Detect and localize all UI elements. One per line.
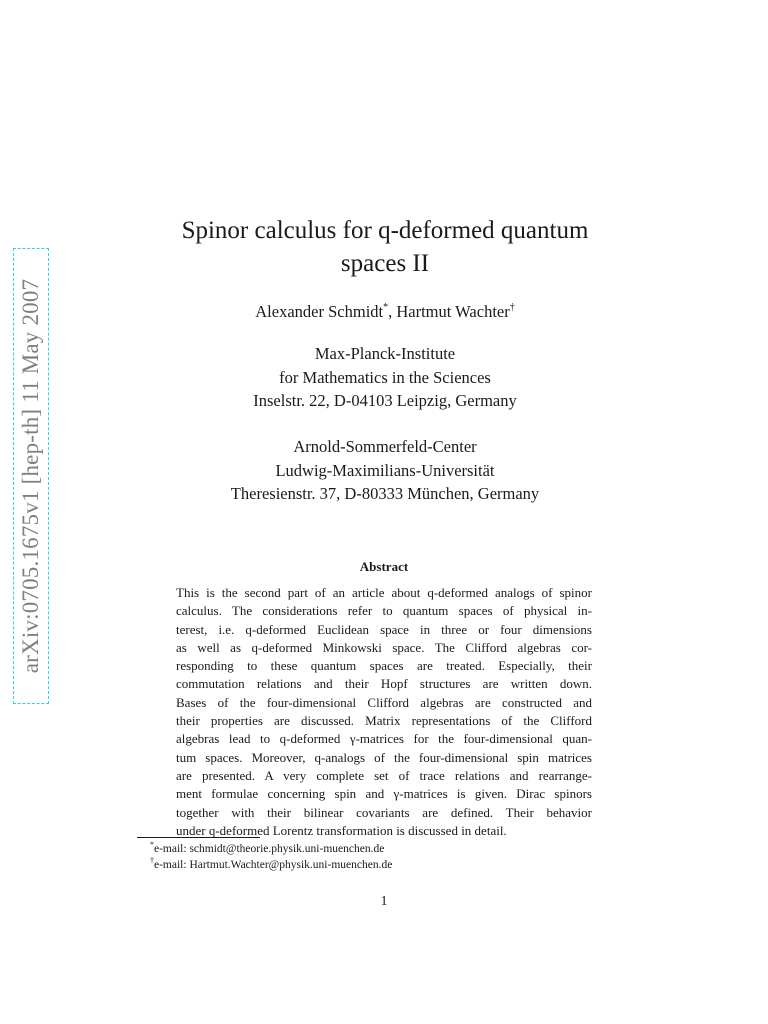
footnote [150,841,392,857]
footnote-text: e-mail: schmidt@theorie.physik.uni-muenchen.de [154,843,385,855]
affiliation-block [150,342,620,413]
title-line-2: spaces II [340,250,430,277]
abstract-line: tum spaces. Moreover, q-analogs of the four-dimensional spin matrices [176,749,592,765]
abstract-line: are presented. A very complete set of trace relations and rearrange- [176,767,592,783]
abstract-line: algebras lead to q-deformed γ-matrices for the four-dimensional quan- [176,731,592,747]
footnotes [150,841,392,873]
abstract-line: under q-deformed Lorentz transformation is discussed in detail. [176,822,507,838]
abstract-line: commutation relations and their Hopf structures are written down. [176,676,592,692]
affiliation-line: Ludwig-Maximilians-Universität [275,460,495,480]
footnote-mark: † [509,302,515,313]
footnote [150,857,392,873]
page-number: 1 [380,894,388,909]
footnote-mark: * [383,302,389,313]
arxiv-stamp [13,248,49,704]
abstract-line: Bases of the four-dimensional Clifford algebras are constructed and [176,694,592,710]
author-list [150,301,620,323]
affiliation-line: for Mathematics in the Sciences [279,367,491,387]
abstract-line: responding to these quantum spaces are treated. Especially, their [176,658,592,674]
paper-title [150,214,620,280]
author-separator: , [388,302,397,321]
abstract-line: terest, i.e. q-deformed Euclidean space in three or four dimensions [176,621,592,637]
title-line-1: Spinor calculus for q-deformed quantum [181,217,589,244]
abstract-line: This is the second part of an article about q-deformed analogs of spinor [176,585,592,600]
author-name: Hartmut Wachter [396,302,510,321]
affiliation-line: Inselstr. 22, D-04103 Leipzig, Germany [253,391,517,410]
abstract-heading: Abstract [359,559,409,574]
footnote-mark: † [150,856,154,865]
affiliation-line: Arnold-Sommerfeld-Center [293,437,477,456]
footnote-divider [137,837,260,838]
affiliation-line: Max-Planck-Institute [314,344,456,363]
abstract-line: calculus. The considerations refer to quantum spaces of physical in- [176,603,592,619]
footnote-text: e-mail: Hartmut.Wachter@physik.uni-muenchen.de [154,859,393,871]
abstract-line: their properties are discussed. Matrix representations of the Clifford [176,713,592,729]
abstract-line: together with their bilinear covariants are defined. Their behavior [176,804,592,820]
affiliation-line: Theresienstr. 37, D-80333 München, Germany [230,484,540,503]
abstract-body [176,584,592,840]
abstract-line: as well as q-deformed Minkowski space. The Clifford algebras cor- [176,639,592,655]
affiliation-block [150,435,620,506]
author-name: Alexander Schmidt [255,302,384,321]
arxiv-stamp-text: arXiv:0705.1675v1 [hep-th] 11 May 2007 [18,278,43,674]
footnote-mark: * [150,840,154,849]
abstract-line: ment formulae concerning spin and γ-matrices is given. Dirac spinors [176,786,592,802]
